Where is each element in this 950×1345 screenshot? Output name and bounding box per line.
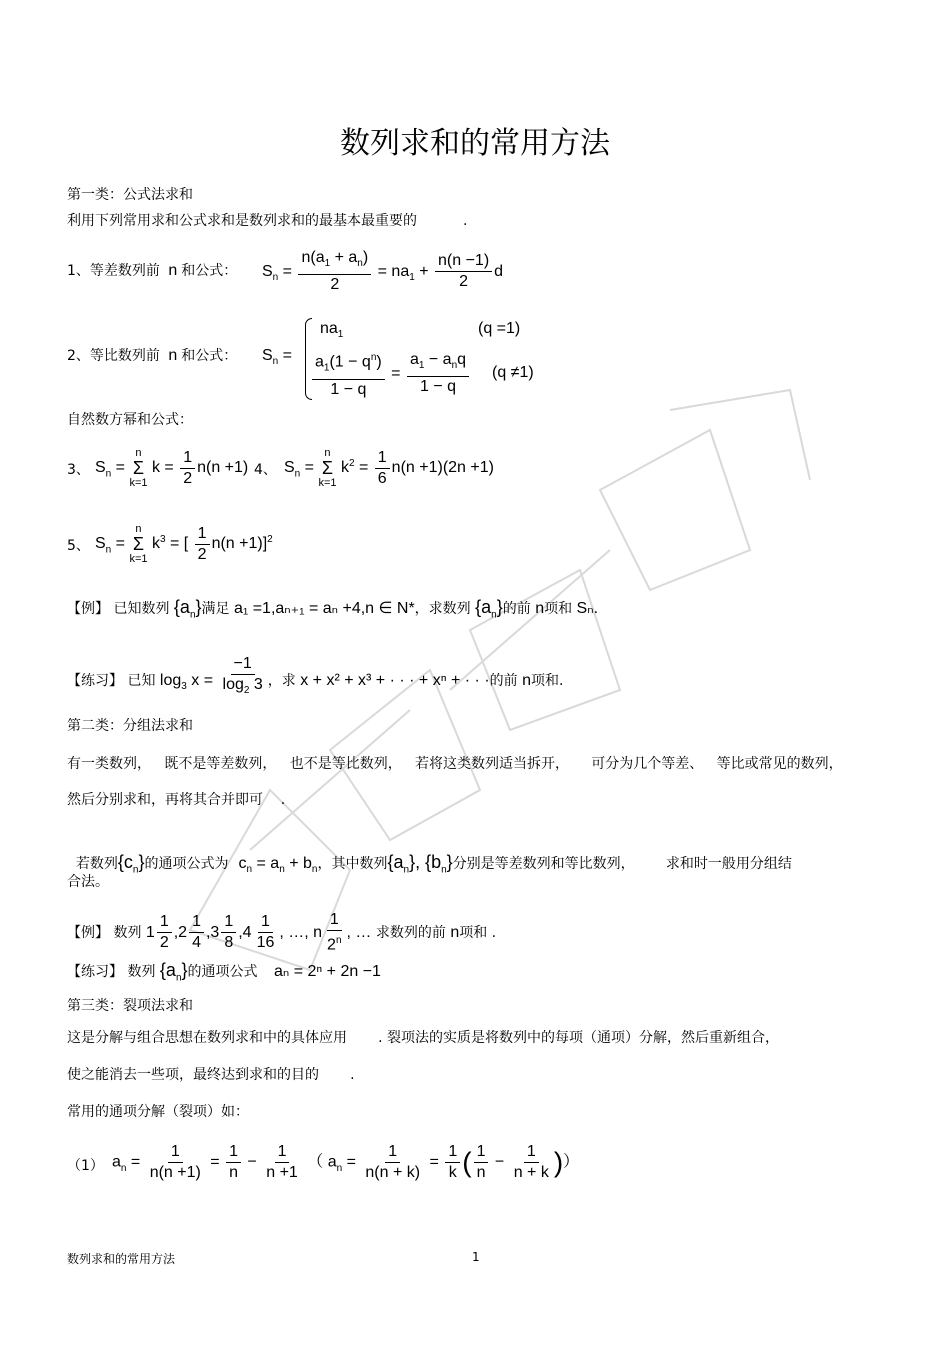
q-equals-1: (q =1) (478, 320, 521, 337)
ex2-tag: 【例】 (67, 924, 109, 941)
example2: 【例】 数列 1 $\frac{1}{2}$ ,2 $\frac{1}{4}$ ,3 $\frac{1}{8}$ ,4 $\frac{1}{16}$ , …, n $\frac{1}{2^n}$ , … 求数列的前 n项和 . (67, 911, 497, 954)
pr1-text-a: 已知 (127, 672, 156, 689)
ex2-text-a: 数列 (113, 924, 142, 941)
ex1-text-b: 满足 (201, 601, 230, 617)
ex1-text-a: 已知数列 (113, 601, 170, 617)
formula-sum-k2: $S_n$ = n Σ k=1 $k^2$ = $\frac{1}{6}$ n(n +1)(2n +1) (284, 447, 494, 489)
f2-n: n (168, 347, 178, 364)
formula-sum-k: $S_n$ = n Σ k=1 k = $\frac{1}{2}$ n(n +1) (95, 447, 249, 489)
section3-p3: 常用的通项分解（裂项）如： (67, 1104, 249, 1120)
p3c: ，其中数列 (317, 856, 388, 872)
example-tag: 【例】 (67, 601, 109, 617)
split-formula-1: $a_n$ = $\frac{1}{n(n +1)}$ = $\frac{1}{n}$ − $\frac{1}{n +1}$ （ $a_n$ = $\frac{1}{n(n + k)}$ = $\frac{1}{k}$ ( $\frac{1}{n}$ − $\frac{1}{n + k}$ )） (112, 1143, 580, 1181)
p3a: 若数列 (75, 856, 118, 872)
formula-sum-k3: $S_n$ = n Σ k=1 $k^3$ = [ $\frac{1}{2}$ n(n +1)]$^2$ (95, 523, 273, 565)
ex1-text-c: ，求数列 (414, 601, 471, 617)
pr1-text-c: 的前 (489, 672, 518, 689)
f1-n: n (168, 262, 178, 279)
section2-p4: 合法。 (67, 874, 109, 890)
section1-heading: 第一类：公式法求和 (67, 187, 193, 203)
ex2-n: n (450, 923, 460, 941)
ex1-condition: a₁ =1,aₙ₊₁ = aₙ +4,n ∈ N* (233, 600, 415, 617)
intro-end: . (463, 213, 468, 229)
q-not-1: (q ≠1) (492, 364, 534, 381)
example1: 【例】 已知数列 $\{a_n\}$满足 a₁ =1,aₙ₊₁ = aₙ +4,n ∈ N*，求数列 $\{a_n\}$的前 n项和 Sₙ. (67, 597, 599, 621)
ex2-text-b: 求数列的前 (375, 924, 446, 941)
intro-text: 利用下列常用求和公式求和是数列求和的最基本最重要的 (67, 213, 417, 229)
f2-label-text: 2、等比数列前 (67, 348, 160, 364)
f5-label: 5、 (67, 538, 90, 554)
formula2-label (67, 347, 237, 365)
ex1-text-e: 项和 (544, 601, 573, 617)
practice2: 【练习】 数列 $\{a_n\}$的通项公式 aₙ = 2ⁿ + 2n −1 (67, 960, 381, 984)
item1-label: （1） (67, 1158, 104, 1174)
f2-tail: 和公式： (181, 348, 238, 364)
geometric-case1: $na_1$ (320, 320, 344, 341)
geometric-case2: $\frac{a_1(1 - q^n)}{1 - q}$ = $\frac{a_1 - a_nq}{1 - q}$ (310, 348, 471, 400)
practice-tag: 【练习】 (67, 672, 123, 689)
pr2-tag: 【练习】 (67, 964, 123, 980)
f4-label: 4、 (254, 462, 277, 478)
pr2-text-a: 数列 (127, 964, 156, 980)
ex1-n: n (535, 600, 545, 617)
formula-arithmetic-sum: $S_n$ = $\frac{n(a_1 + a_n)}{2}$ = $na_1$ + $\frac{n(n -1)}{2}$ d (262, 249, 504, 294)
pr2-text-b: 的通项公式 (187, 964, 258, 980)
formula1-label (67, 262, 237, 280)
p3d: 分别是等差数列和等比数列， 求和时一般用分组结 (452, 856, 792, 872)
pr1-n: n (522, 671, 532, 689)
ex2-text-c: 项和 . (459, 924, 497, 941)
page-title: 数列求和的常用方法 (340, 126, 610, 161)
formula-geometric-sn: $S_n$ = (262, 347, 293, 368)
section2-p1: 有一类数列， 既不是等差数列， 也不是等比数列， 若将这类数列适当拆开， 可分为几个等差、 等比或常见的数列， (67, 756, 843, 772)
section2-p2: 然后分别求和，再将其合并即可 . (67, 792, 286, 808)
ex1-text-d: 的前 (502, 601, 531, 617)
f1-tail: 和公式： (181, 263, 238, 279)
section2-heading: 第二类：分组法求和 (67, 718, 193, 734)
page-number: 1 (472, 1250, 480, 1264)
pr1-text-d: 项和. (531, 672, 564, 689)
section3-heading: 第三类：裂项法求和 (67, 998, 193, 1014)
f1-label-text: 1、等差数列前 (67, 263, 160, 279)
section1-intro (67, 212, 467, 230)
pr1-text-b: ，求 (267, 672, 296, 689)
practice1: 【练习】 已知 $\log_3 x$ = $\frac{-1}{\log_2 3}$ ，求 x + x² + x³ + · · · + xⁿ + · · ·的前 n项和. (67, 655, 564, 697)
f3-label: 3、 (67, 462, 90, 478)
pr2-formula: aₙ = 2ⁿ + 2n −1 (273, 963, 381, 980)
section2-p3: 若数列$\{c_n\}$的通项公式为 $c_n = a_n + b_n$，其中数列$\{a_n\}$, $\{b_n\}$分别是等差数列和等比数列， 求和时一般用分组结 (75, 852, 792, 876)
ex1-sn: Sₙ. (576, 600, 599, 617)
footer-title: 数列求和的常用方法 (67, 1252, 176, 1266)
pr1-series: x + x² + x³ + · · · + xⁿ + · · · (300, 671, 490, 689)
natural-power-sums-heading: 自然数方幂和公式： (67, 412, 193, 428)
section3-p2: 使之能消去一些项，最终达到求和的目的 . (67, 1067, 355, 1083)
p3b: 的通项公式为 (144, 856, 229, 872)
section3-p1: 这是分解与组合思想在数列求和中的具体应用 . 裂项法的实质是将数列中的每项（通项）分解，然后重新组合， (67, 1030, 780, 1046)
